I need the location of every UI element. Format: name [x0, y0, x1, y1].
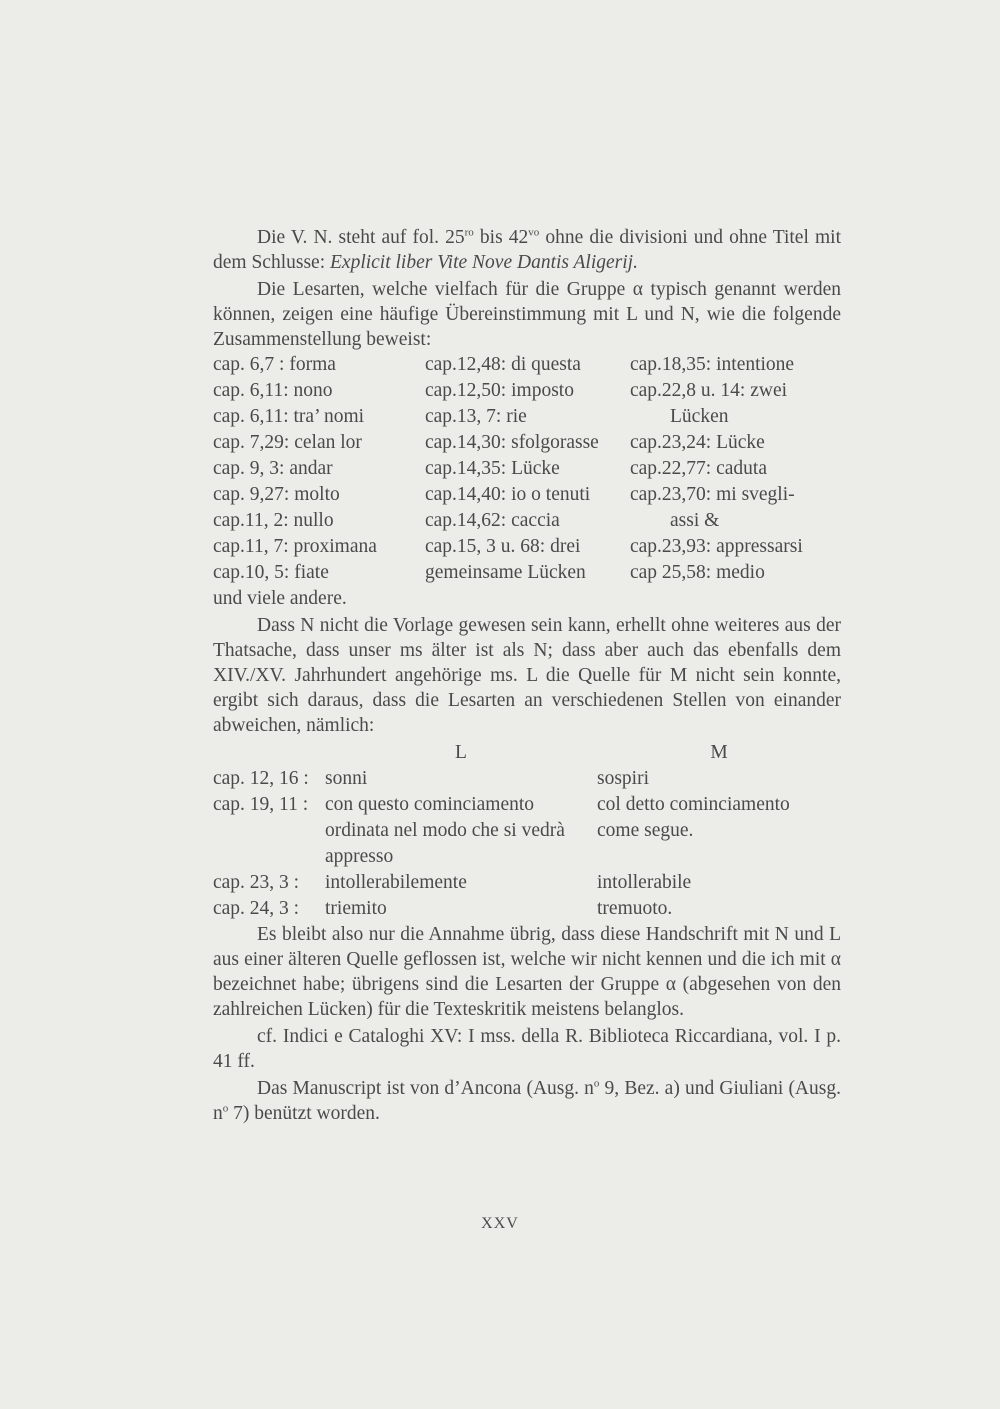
- text-run: 7) benützt worden.: [228, 1103, 380, 1124]
- variant-cell: cap. 9,27: molto: [213, 484, 340, 505]
- variant-cell: gemeinsame Lücken: [425, 562, 586, 583]
- variant-cell: cap. 6,11: tra’ nomi: [213, 406, 365, 427]
- comparison-l: intollerabilemente: [325, 872, 467, 893]
- variant-cell: cap.14,30: sfolgorasse: [425, 432, 599, 453]
- superscript: o: [593, 1077, 600, 1090]
- variant-cell: cap. 6,11: nono: [213, 380, 333, 401]
- variant-cell: cap.12,50: imposto: [425, 380, 574, 401]
- comparison-head-m: M: [710, 742, 728, 763]
- variants-table: [213, 352, 841, 586]
- comparison-table: [213, 740, 841, 922]
- variant-cell: cap 25,58: medio: [630, 562, 765, 583]
- paragraph-reference: cf. Indici e Cataloghi XV: I mss. della R. Biblioteca Riccardiana, vol. I p. 41 ff.: [213, 1026, 841, 1072]
- text-run: 9, Bez. a) und Giuliani (Ausg. n: [213, 1078, 841, 1124]
- variant-cell: cap.23,93: appressarsi: [630, 536, 803, 557]
- comparison-m: intollerabile: [597, 872, 692, 893]
- paragraph-manuscript-description: [213, 225, 841, 275]
- variant-cell: assi &: [670, 510, 720, 531]
- variant-cell: cap.11, 2: nullo: [213, 510, 334, 531]
- comparison-ref: cap. 23, 3 :: [213, 872, 300, 893]
- comparison-m: col detto cominciamento come segue.: [597, 794, 790, 841]
- body-text: [213, 225, 841, 1126]
- variant-cell: cap.22,8 u. 14: zwei: [630, 380, 788, 401]
- variant-cell: cap.23,24: Lücke: [630, 432, 765, 453]
- comparison-ref: cap. 24, 3 :: [213, 898, 300, 919]
- variant-cell: cap.14,40: io o tenuti: [425, 484, 591, 505]
- superscript: o: [222, 1102, 229, 1115]
- variant-cell: cap.14,35: Lücke: [425, 458, 560, 479]
- after-table-text: und viele andere.: [213, 588, 347, 609]
- variant-cell: cap.15, 3 u. 68: drei: [425, 536, 581, 557]
- variant-cell: cap.11, 7: proximana: [213, 536, 377, 557]
- comparison-l: con questo cominciamento ordinata nel modo che si vedrà appresso: [325, 794, 565, 867]
- variant-cell: cap.23,70: mi svegli-: [630, 484, 795, 505]
- text-run: Das Manuscript ist von d’Ancona (Ausg. n: [257, 1078, 594, 1099]
- paragraph-lesarten: Die Lesarten, welche vielfach für die Gruppe α typisch genannt werden können, zeigen eine häufige Übereinstimmung mit L und N, wie die folgende Zusammenstellung beweist:: [213, 279, 841, 350]
- variant-cell: cap.14,62: caccia: [425, 510, 560, 531]
- comparison-l: triemito: [325, 898, 387, 919]
- paragraph-vorlage: Dass N nicht die Vorlage gewesen sein kann, erhellt ohne weiteres aus der Thatsache, dass unser ms älter ist als N; dass aber auch das ebenfalls dem XIV./XV. Jahrhundert angehörige ms. L die Quelle für M nicht sein konnte, ergibt sich daraus, dass die Lesarten an verschiedenen Stellen von einander abweichen, nämlich:: [213, 615, 841, 736]
- variant-cell: Lücken: [670, 406, 729, 427]
- comparison-l: sonni: [325, 768, 368, 789]
- variant-cell: cap.22,77: caduta: [630, 458, 767, 479]
- comparison-ref: cap. 12, 16 :: [213, 768, 309, 789]
- variant-cell: cap.12,48: di questa: [425, 354, 581, 375]
- variant-cell: cap. 9, 3: andar: [213, 458, 333, 479]
- comparison-head-spacer: [213, 740, 325, 766]
- text-run: bis 42: [473, 227, 529, 248]
- comparison-m: sospiri: [597, 768, 650, 789]
- superscript: ro: [464, 226, 474, 239]
- paragraph-annahme: Es bleibt also nur die Annahme übrig, dass diese Handschrift mit N und L aus einer älteren Quelle geflossen ist, welche wir nicht kennen und die ich mit α bezeichnet habe; übrigens sind die Lesarten der Gruppe α (abgesehen von den zahlreichen Lücken) für die Texteskritik meistens belanglos.: [213, 924, 841, 1020]
- text-run: ohne die divisioni und ohne Titel mit dem Schlusse:: [213, 227, 841, 273]
- explicit-quote: Explicit liber Vite Nove Dantis Aligerij.: [330, 252, 638, 273]
- superscript: vo: [528, 226, 540, 239]
- comparison-m: tremuoto.: [597, 898, 673, 919]
- variant-cell: cap.13, 7: rie: [425, 406, 527, 427]
- variant-cell: cap.18,35: intentione: [630, 354, 795, 375]
- variant-cell: cap. 6,7 : forma: [213, 354, 336, 375]
- comparison-ref: cap. 19, 11 :: [213, 794, 309, 815]
- text-run: Die V. N. steht auf fol. 25: [257, 227, 465, 248]
- variant-cell: cap. 7,29: celan lor: [213, 432, 362, 453]
- page-number: XXV: [481, 1215, 519, 1232]
- variant-cell: cap.10, 5: fiate: [213, 562, 329, 583]
- comparison-head-l: L: [455, 742, 467, 763]
- paragraph-manuscript-use: [213, 1076, 841, 1126]
